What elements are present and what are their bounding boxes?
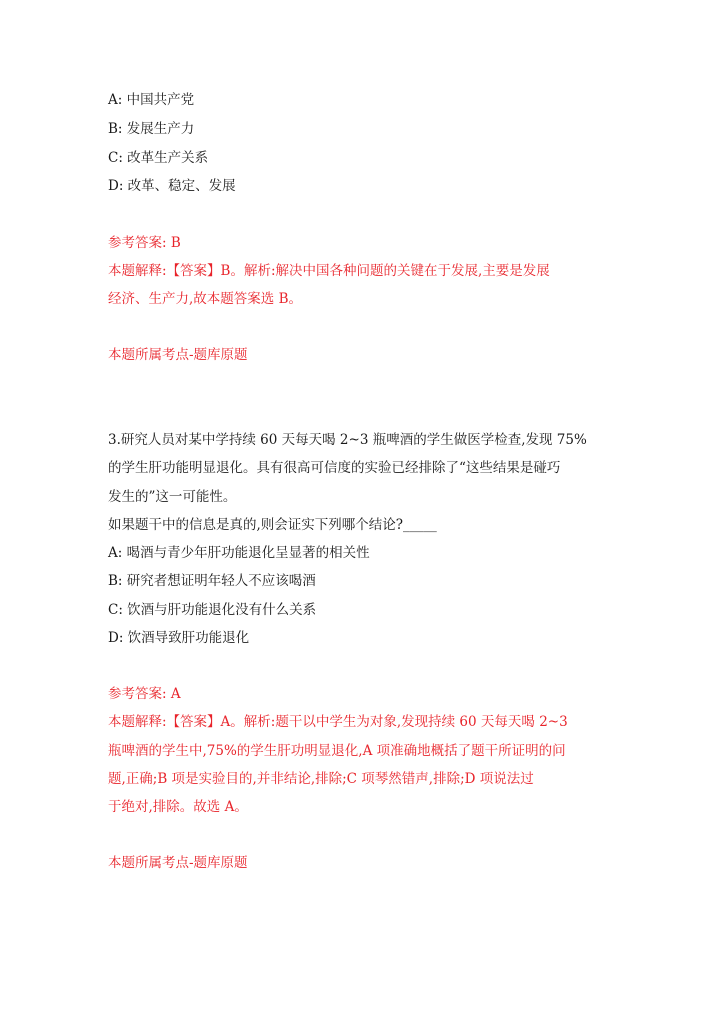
q2-explanation-line: 经济、生产力,故本题答案选 B。	[108, 291, 303, 307]
q3-stem-line: 3.研究人员对某中学持续 60 天每天喝 2~3 瓶啤酒的学生做医学检查,发现 75%	[108, 432, 587, 448]
q3-option-d: D: 饮酒导致肝功能退化	[108, 630, 250, 646]
q3-source: 本题所属考点-题库原题	[108, 855, 248, 871]
q2-explanation-line: 本题解释:【答案】B。解析:解决中国各种问题的关键在于发展,主要是发展	[108, 263, 550, 279]
q3-explanation-line: 于绝对,排除。故选 A。	[108, 799, 248, 815]
q2-option-c: C: 改革生产关系	[108, 150, 209, 166]
q3-stem-line: 的学生肝功能明显退化。具有很高可信度的实验已经排除了“这些结果是碰巧	[108, 460, 561, 476]
q2-option-d: D: 改革、稳定、发展	[108, 178, 236, 194]
q3-option-a: A: 喝酒与青少年肝功能退化呈显著的相关性	[108, 545, 370, 561]
q2-answer: 参考答案: B	[108, 235, 181, 251]
q2-option-b: B: 发展生产力	[108, 121, 195, 137]
q3-answer: 参考答案: A	[108, 686, 181, 702]
q3-explanation-line: 本题解释:【答案】A。解析:题干以中学生为对象,发现持续 60 天每天喝 2~3	[108, 714, 568, 730]
q3-explanation-line: 题,正确;B 项是实验目的,并非结论,排除;C 项琴然错声,排除;D 项说法过	[108, 771, 534, 787]
q2-source: 本题所属考点-题库原题	[108, 347, 248, 363]
q3-stem-line: 发生的”这一可能性。	[108, 489, 237, 505]
q3-option-b: B: 研究者想证明年轻人不应该喝酒	[108, 573, 316, 589]
q3-explanation-line: 瓶啤酒的学生中,75%的学生肝功明显退化,A 项准确地概括了题干所证明的问	[108, 743, 566, 759]
q2-option-a: A: 中国共产党	[108, 92, 195, 108]
q3-option-c: C: 饮酒与肝功能退化没有什么关系	[108, 602, 317, 618]
q3-question: 如果题干中的信息是真的,则会证实下列哪个结论?_____	[108, 517, 437, 533]
